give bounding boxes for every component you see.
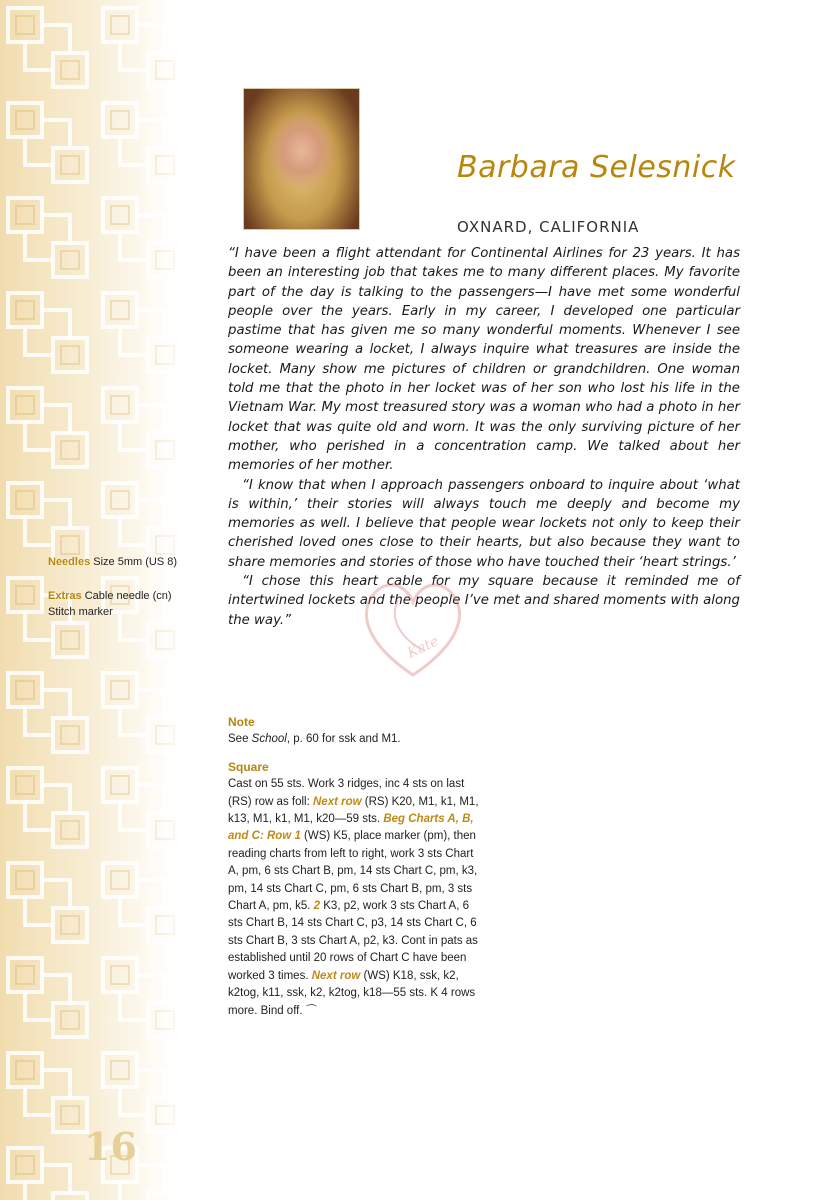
- extras-value: Stitch marker: [48, 606, 113, 618]
- heart-watermark-icon: [348, 560, 478, 690]
- needles-value: Size 5mm (US 8): [93, 556, 178, 568]
- author-name: Barbara Selesnick: [457, 150, 736, 185]
- note-text: See School, p. 60 for ssk and M1.: [228, 733, 401, 746]
- needles-info: [48, 554, 177, 570]
- extras-info: [48, 588, 172, 620]
- square-text: Cast on 55 sts. Work 3 ridges, inc 4 sts on last (RS) row as foll: Next row (RS) K20, M1, k1, M1, k13, M1, k1, M1, k20—59 sts. Beg Charts A, B, and C: Row 1 (WS) K5, place marker (pm), then reading charts from left to right, work 3 sts Chart A, pm, 6 sts Chart B, pm, 14 sts Chart C, pm, k3, pm, 14 sts Chart C, pm, 6 sts Chart B, pm, 3 sts Chart A, pm, k5. 2 K3, p2, work 3 sts Chart A, 6 sts Chart B, 14 sts Chart C, p3, 14 sts Chart C, 6 sts Chart B, 3 sts Chart A, p2, k3. Cont in pats as established until 20 rows of Chart C have been worked 3 times. Next row (WS) K18, ssk, k2, k2tog, k11, ssk, k2, k2tog, k18—55 sts. K 4 rows more. Bind off. ⌒: [228, 778, 479, 1017]
- pattern-instructions: [228, 714, 483, 1030]
- needles-label: Needles: [48, 556, 91, 568]
- quote-paragraph: “I chose this heart cable for my square because it reminded me of intertwined lockets and the people I’ve met and shared moments with along the way.”: [228, 574, 740, 628]
- page-number: 16: [84, 1124, 137, 1169]
- extras-value: Cable needle (cn): [84, 590, 172, 602]
- end-mark-icon: ⌒: [305, 1004, 318, 1017]
- author-quote: [228, 244, 740, 630]
- note-heading: Note: [228, 715, 255, 729]
- watermark-text: Kate: [404, 633, 442, 662]
- square-heading: Square: [228, 759, 269, 774]
- extras-label: Extras: [48, 590, 82, 602]
- quote-paragraph: “I know that when I approach passengers onboard to inquire about ‘what is within,’ their stories will always touch me deeply and become my memories as well. I believe that people wear lockets not only to keep their cherished loved ones close to their hearts, but also because they want to share memories and stories of those who have touched their ‘heart strings.’: [228, 477, 740, 570]
- author-photo: [243, 88, 360, 230]
- quote-paragraph: “I have been a flight attendant for Continental Airlines for 23 years. It has been an interesting job that takes me to many different places. My favorite part of the day is talking to the passengers—I have met some wonderful people over the years. Early in my career, I developed one particular pastime that has given me so many wonderful moments. Whenever I see someone wearing a locket, I always inquire what treasures are inside the locket. Many show me pictures of children or grandchildren. One woman told me that the photo in her locket was of her son who lost his life in the Vietnam War. My most treasured story was a woman who had a photo in her locket that was quite old and worn. It was the only surviving picture of her mother, who perished in a concentration camp. We talked about her memories of her mother.: [228, 246, 740, 474]
- author-location: OXNARD, CALIFORNIA: [457, 218, 640, 236]
